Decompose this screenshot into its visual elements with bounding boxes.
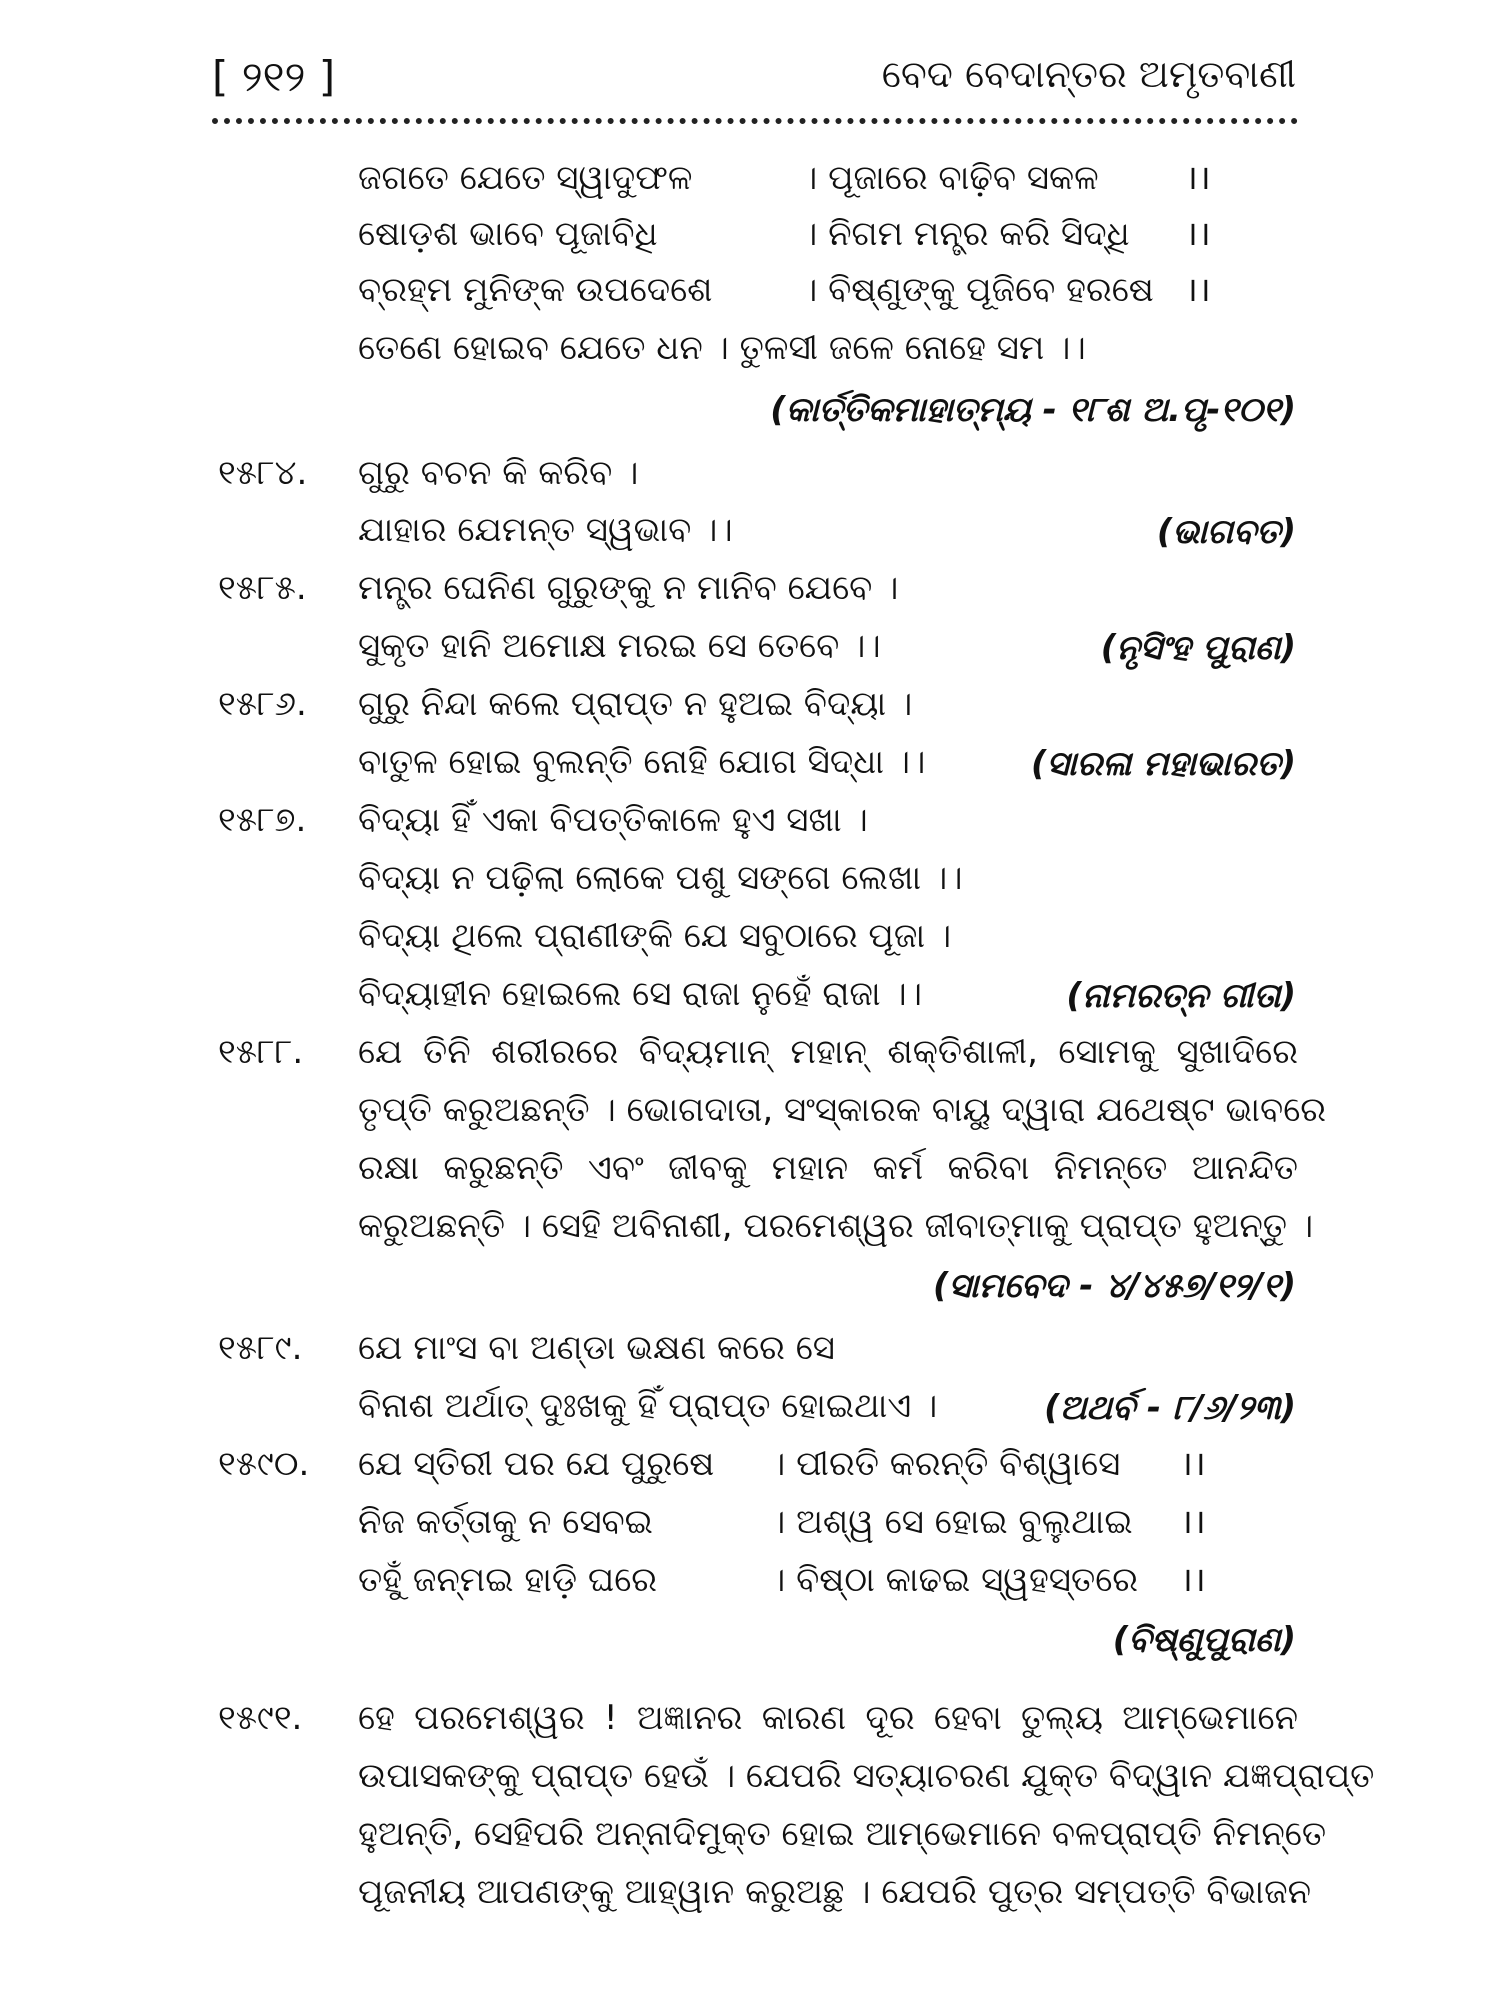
verse-left: ତହୁଁ ଜନ୍ମଇ ହାଡ଼ି ଘରେ [358,1560,658,1600]
verse-right: । ବିଷ୍ଣୁଙ୍କୁ ପୂଜିବେ ହରଷେ [802,270,1154,310]
verse-right: । ବିଷ୍ଠା କାଢଇ ସ୍ୱହସ୍ତରେ [770,1560,1139,1600]
entry-source: (ନୃସିଂହ ପୁରାଣ) [1100,628,1296,668]
verse-left: ଷୋଡ଼ଶ ଭାବେ ପୂଜାବିଧି [358,214,658,254]
entry-line: ତୃପ୍ତି କରୁଅଛନ୍ତି । ଭୋଗଦାତା, ସଂସ୍କାରକ ବାୟୁ ଦ୍ୱାରା ଯଥେଷ୍ଟ ଭାବରେ [358,1090,1327,1130]
entry-source: (ଭାଗବତ) [1156,512,1296,552]
entry-source: (ବିଷ୍ଣୁପୁରାଣ) [1112,1620,1296,1660]
verse-right: । ପୂଜାରେ ବାଢ଼ିବ ସକଳ [802,158,1099,198]
dotted-divider [212,118,1298,124]
entry-line: ମନ୍ତ୍ର ଘେନିଣ ଗୁରୁଙ୍କୁ ନ ମାନିବ ଯେବେ । [358,568,899,608]
entry-line: ହୁଅନ୍ତି, ସେହିପରି ଅନ୍ନାଦିମୁକ୍ତ ହୋଇ ଆମ୍ଭେମାନେ ବଳପ୍ରାପ୍ତି ନିମନ୍ତେ [358,1814,1327,1854]
entry-line: ଗୁରୁ ବଚନ କି କରିବ । [358,453,639,493]
entry-line: ରକ୍ଷା କରୁଛନ୍ତି ଏବଂ ଜୀବକୁ ମହାନ କର୍ମ କରିବା ନିମନ୍ତେ ଆନନ୍ଦିତ [358,1148,1298,1188]
entry-line: ଯାହାର ଯେମନ୍ତ ସ୍ୱଭାବ ।। [358,510,733,550]
verse-left: ଯେ ସ୍ତିରୀ ପର ଯେ ପୁରୁଷେ [358,1444,715,1484]
entry-line: ଯେ ମାଂସ ବା ଅଣ୍ଡା ଭକ୍ଷଣ କରେ ସେ [358,1328,835,1368]
entry-line: ହେ ପରମେଶ୍ୱର ! ଅଜ୍ଞାନର କାରଣ ଦୂର ହେବା ତୁଲ୍ୟ ଆମ୍ଭେମାନେ [358,1698,1298,1738]
entry-line: ସୁକୃତ ହାନି ଅମୋକ୍ଷ ମରଇ ସେ ତେବେ ।। [358,626,881,666]
verse-end-mark: ।। [1180,1444,1206,1484]
entry-number: ୧୫୮୭. [218,800,307,840]
entry-line: ଉପାସକଙ୍କୁ ପ୍ରାପ୍ତ ହେଉଁ । ଯେପରି ସତ୍ୟାଚରଣ ଯୁକ୍ତ ବିଦ୍ୱାନ ଯଜ୍ଞପ୍ରାପ୍ତ [358,1756,1375,1796]
entry-line: ବିନାଶ ଅର୍ଥାତ୍ ଦୁଃଖକୁ ହିଁ ପ୍ରାପ୍ତ ହୋଇଥାଏ । [358,1386,938,1426]
entry-line: ବିଦ୍ୟା ଥିଲେ ପ୍ରାଣୀଙ୍କି ଯେ ସବୁଠାରେ ପୂଜା । [358,916,952,956]
entry-number: ୧୫୯୧. [218,1698,303,1738]
entry-line: ବାତୁଳ ହୋଇ ବୁଲନ୍ତି ନୋହି ଯୋଗ ସିଦ୍ଧା ।। [358,742,926,782]
entry-line: ପୂଜନୀୟ ଆପଣଙ୍କୁ ଆହ୍ୱାନ କରୁଅଛୁ । ଯେପରି ପୁତ୍ର ସମ୍ପତ୍ତି ବିଭାଜନ [358,1872,1312,1912]
entry-number: ୧୫୮୫. [218,568,307,608]
verse-end-mark: ।। [1180,1560,1206,1600]
entry-source: (ସାମବେଦ - ୪/୪୫୭/୧୨/୧) [932,1266,1296,1306]
entry-number: ୧୫୮୬. [218,684,307,724]
verse-end-mark: ।। [1180,1502,1206,1542]
verse-left: ନିଜ କର୍ତ୍ତାକୁ ନ ସେବଇ [358,1502,653,1542]
entry-line: ବିଦ୍ୟା ନ ପଢ଼ିଲା ଲୋକେ ପଶୁ ସଙ୍ଗେ ଲେଖା ।। [358,858,963,898]
entry-line: ବିଦ୍ୟାହୀନ ହୋଇଲେ ସେ ରାଜା ନୁହେଁ ରାଜା ।। [358,974,923,1014]
page-number: [ ୨୧୨ ] [212,52,336,101]
entry-number: ୧୫୮୮. [218,1032,304,1072]
verse-end-mark: ।। [1185,270,1211,310]
verse-line: ତେଣେ ହୋଇବ ଯେତେ ଧନ । ତୁଳସୀ ଜଳେ ନୋହେ ସମ ।। [358,328,1086,368]
entry-source: (ନାମରତ୍ନ ଗୀତା) [1066,976,1296,1016]
entry-line: ବିଦ୍ୟା ହିଁ ଏକା ବିପତ୍ତିକାଳେ ହୁଏ ସଖା । [358,800,868,840]
entry-number: ୧୫୮୯. [218,1328,303,1368]
verse-right: । ପୀରତି କରନ୍ତି ବିଶ୍ୱାସେ [770,1444,1121,1484]
verse-end-mark: ।। [1185,214,1211,254]
verse-left: ବ୍ରହ୍ମ ମୁନିଙ୍କ ଉପଦେଶେ [358,270,713,310]
entry-number: ୧୫୯୦. [218,1444,310,1484]
verse-left: ଜଗତେ ଯେତେ ସ୍ୱାଦୁଫଳ [358,158,693,198]
verse-source: (କାର୍ତ୍ତିକମାହାତ୍ମ୍ୟ - ୧୮ଶ ଅ.ପୃ-୧୦୧) [770,390,1296,430]
entry-source: (ସାରଳା ମହାଭାରତ) [1030,744,1296,784]
verse-right: । ନିଗମ ମନ୍ତ୍ର କରି ସିଦ୍ଧି [802,214,1130,254]
entry-line: ଗୁରୁ ନିନ୍ଦା କଲେ ପ୍ରାପ୍ତ ନ ହୁଅଇ ବିଦ୍ୟା । [358,684,913,724]
running-title: ବେଦ ବେଦାନ୍ତର ଅମୃତବାଣୀ [881,52,1296,96]
entry-source: (ଅଥର୍ବ - ୮/୬/୨୩) [1044,1388,1296,1428]
verse-right: । ଅଶ୍ୱ ସେ ହୋଇ ବୁଲୁଥାଇ [770,1502,1133,1542]
entry-number: ୧୫୮୪. [218,453,308,493]
entry-line: କରୁଅଛନ୍ତି । ସେହି ଅବିନାଶୀ, ପରମେଶ୍ୱର ଜୀବାତ୍ମାକୁ ପ୍ରାପ୍ତ ହୁଅନ୍ତୁ । [358,1206,1314,1246]
entry-line: ଯେ ତିନି ଶରୀରରେ ବିଦ୍ୟମାନ୍ ମହାନ୍ ଶକ୍ତିଶାଳୀ, ସୋମକୁ ସୁଖାଦିରେ [358,1032,1298,1072]
verse-end-mark: ।। [1185,158,1211,198]
